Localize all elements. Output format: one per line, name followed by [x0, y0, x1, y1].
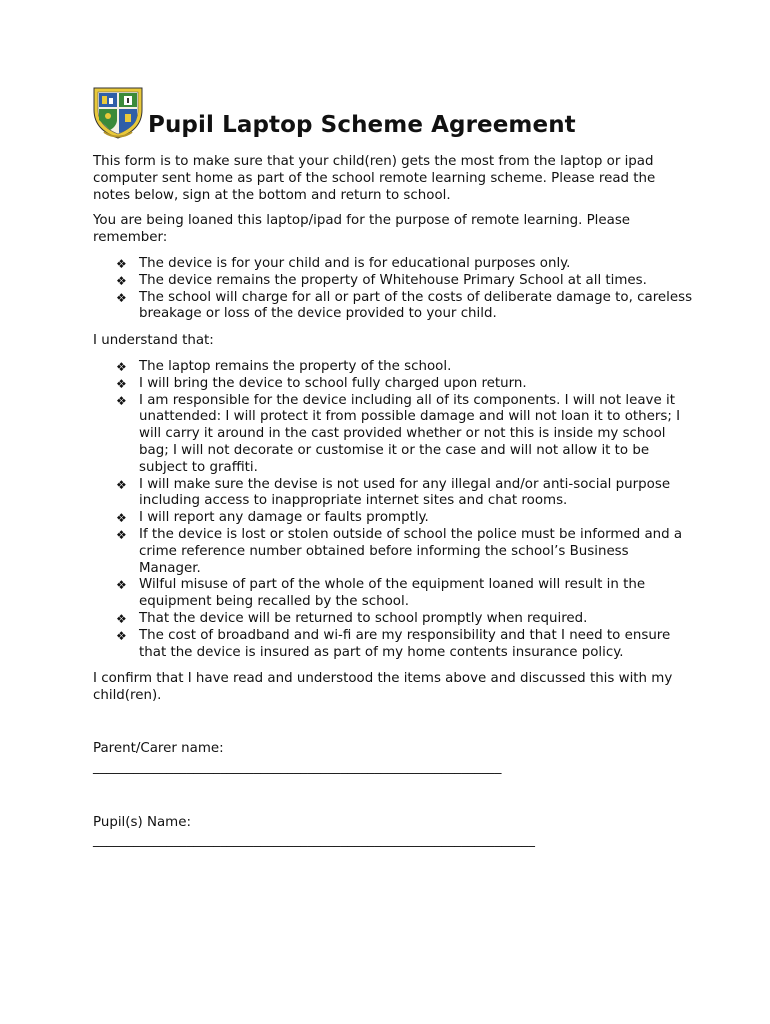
list-item: [116, 255, 693, 273]
list-item-text: I am responsible for the device including all of its components. I will not leave it unattended: I will protect it from possible damage and will not loan it to others; I will carry it around in the cast provided whether or not this is inside my school bag; I will not decorate or customise it or the case and will not allow it to be subject to graffiti.: [139, 392, 681, 475]
list-item: [116, 610, 693, 628]
diamond-bullet-icon: ❖: [116, 359, 127, 374]
list-item: [116, 375, 693, 393]
document-header: [92, 86, 692, 148]
list-item: [116, 272, 693, 290]
parent-name-label: Parent/Carer name:: [93, 740, 224, 756]
list-item-text: I will make sure the devise is not used for any illegal and/or anti-social purpose including access to inappropriate internet sites and chat rooms.: [139, 476, 671, 509]
diamond-bullet-icon: ❖: [116, 290, 127, 305]
list-item: [116, 392, 693, 477]
list-item-text: Wilful misuse of part of the whole of the equipment loaned will result in the equipment being recalled by the school.: [139, 577, 646, 610]
parent-name-signature-line[interactable]: _____________________________________________________________: [93, 759, 502, 775]
list-item: [116, 510, 693, 527]
diamond-bullet-icon: ❖: [116, 628, 127, 643]
understand-list: [93, 359, 693, 661]
parent-name-field: [93, 741, 693, 777]
diamond-bullet-icon: ❖: [116, 527, 127, 542]
diamond-bullet-icon: ❖: [116, 578, 127, 593]
diamond-bullet-icon: ❖: [116, 511, 127, 526]
loan-paragraph: You are being loaned this laptop/ipad for the purpose of remote learning. Please remember:: [93, 213, 631, 246]
list-item-text: The cost of broadband and wi-fi are my responsibility and that I need to ensure that the device is insured as part of my home contents insurance policy.: [139, 627, 671, 660]
list-item-text: The laptop remains the property of the school.: [139, 358, 452, 374]
pupil-name-field: [93, 815, 693, 851]
list-item-text: That the device will be returned to school promptly when required.: [139, 610, 588, 626]
pupil-name-signature-line[interactable]: __________________________________________________________________: [93, 833, 535, 849]
confirm-paragraph: I confirm that I have read and understood the items above and discussed this with my child(ren).: [93, 671, 673, 704]
diamond-bullet-icon: ❖: [116, 611, 127, 626]
understand-heading: I understand that:: [93, 333, 214, 349]
diamond-bullet-icon: ❖: [116, 273, 127, 288]
list-item: [116, 358, 693, 376]
intro-paragraph: This form is to make sure that your child(ren) gets the most from the laptop or ipad computer sent home as part of the school remote learning scheme. Please read the notes below, sign at the bottom and return to school.: [93, 154, 656, 203]
document-body: [93, 154, 693, 850]
document-title: Pupil Laptop Scheme Agreement: [148, 112, 576, 138]
diamond-bullet-icon: ❖: [116, 393, 127, 408]
pupil-name-label: Pupil(s) Name:: [93, 814, 191, 830]
list-item: [116, 526, 693, 577]
list-item: [116, 289, 693, 324]
list-item: [116, 577, 693, 611]
diamond-bullet-icon: ❖: [116, 376, 127, 391]
school-crest-logo: [92, 86, 144, 140]
list-item-text: I will bring the device to school fully charged upon return.: [139, 375, 527, 391]
list-item-text: I will report any damage or faults promptly.: [139, 510, 429, 526]
list-item-text: The device remains the property of Whitehouse Primary School at all times.: [139, 272, 647, 288]
list-item-text: If the device is lost or stolen outside of school the police must be informed and a crime reference number obtained before informing the school’s Business Manager.: [139, 526, 683, 576]
list-item: [116, 627, 693, 662]
list-item-text: The school will charge for all or part of the costs of deliberate damage to, careless breakage or loss of the device provided to your child.: [139, 289, 693, 322]
diamond-bullet-icon: ❖: [116, 477, 127, 492]
list-item-text: The device is for your child and is for educational purposes only.: [139, 255, 571, 271]
remember-list: [93, 256, 693, 323]
diamond-bullet-icon: ❖: [116, 256, 127, 271]
list-item: [116, 476, 693, 511]
